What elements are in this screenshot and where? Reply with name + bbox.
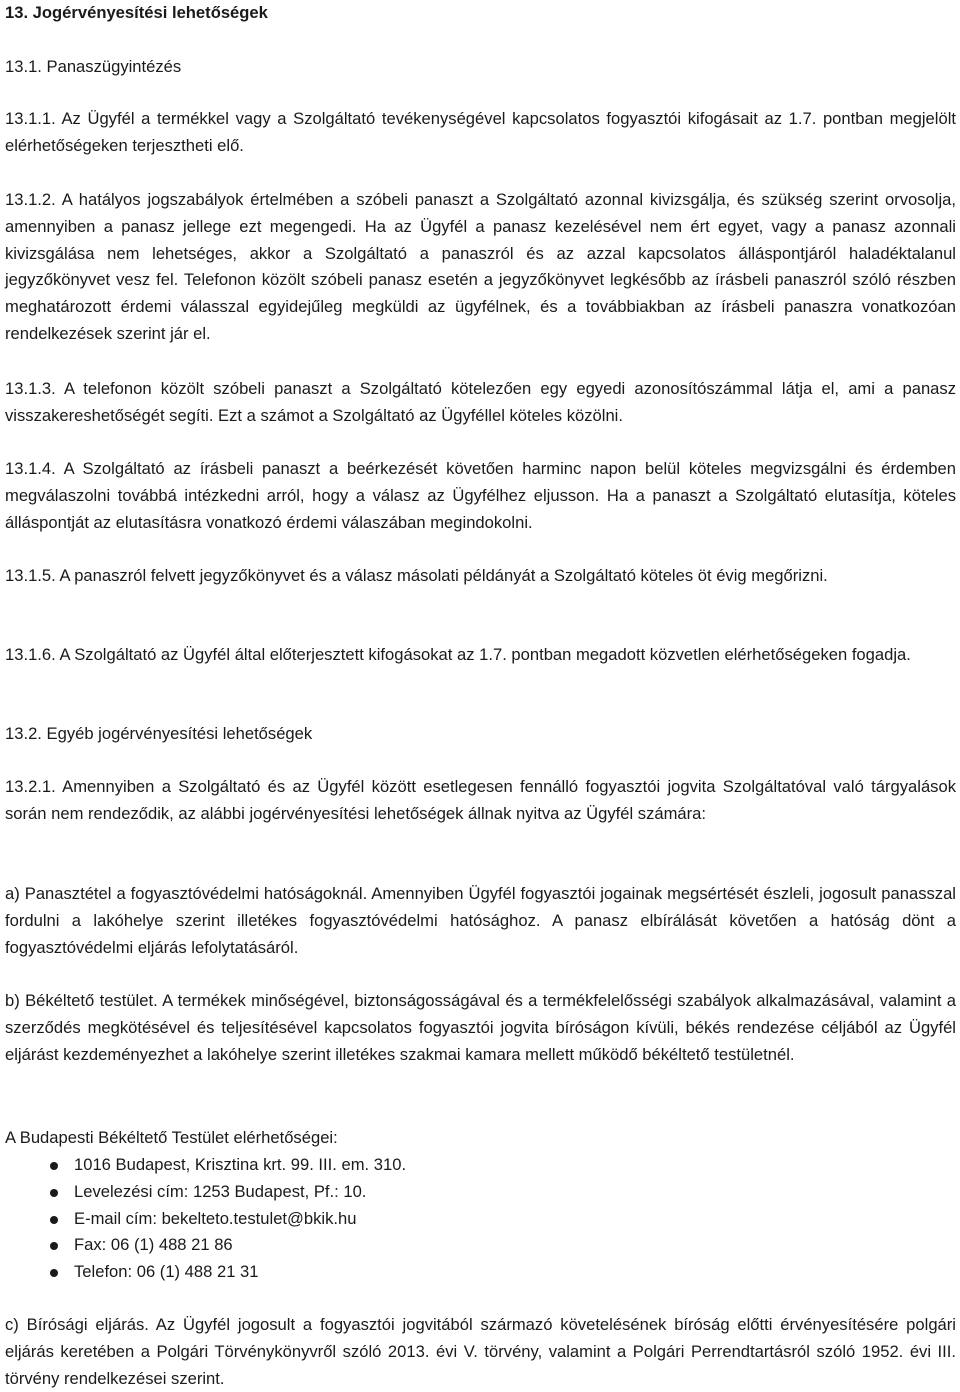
paragraph-13-1-3: 13.1.3. A telefonon közölt szóbeli panaszt a Szolgáltató kötelezően egy egyedi azonosítószámmal látja el, ami a panasz visszakereshetőségét segíti. Ezt a számot a Szolgáltató az Ügyféllel köteles közölni. xyxy=(5,379,956,425)
contact-list xyxy=(5,1152,956,1286)
bullet-icon xyxy=(50,1162,58,1170)
bullet-icon xyxy=(50,1216,58,1224)
paragraph-13-1-2: 13.1.2. A hatályos jogszabályok értelmében a szóbeli panaszt a Szolgáltató azonnal kivizsgálja, és szükség szerint orvosolja, amennyiben a panasz jellege ezt megengedi. Ha az Ügyfél a panasz kezelésével nem ért egyet, vagy a panasz azonnali kivizsgálása nem lehetséges, akkor a Szolgáltató a panaszról és az azzal kapcsolatos álláspontjáról haladéktalanul jegyzőkönyvet vesz fel. Telefonon közölt szóbeli panasz esetén a jegyzőkönyvet legkésőbb az írásbeli panaszról szóló részben meghatározott érdemi válasszal egyidejűleg megküldi az ügyfélnek, és a továbbiakban az írásbeli panaszra vonatkozóan rendelkezések szerint jár el. xyxy=(5,190,956,343)
bullet-icon xyxy=(50,1269,58,1277)
section-heading: 13. Jogérvényesítési lehetőségek xyxy=(5,3,268,22)
list-item xyxy=(5,1179,956,1206)
contact-fax: Fax: 06 (1) 488 21 86 xyxy=(74,1235,233,1255)
paragraph-option-b: b) Békéltető testület. A termékek minőségével, biztonságosságával és a termékfelelősségi szabályok alkalmazásával, valamint a szerződés megkötésével és teljesítésével kapcsolatos fogyasztói jogvita bíróságon kívüli, békés rendezése céljából az Ügyfél eljárást kezdeményezhet a lakóhelye szerint illetékes szakmai kamara mellett működő békéltető testületnél. xyxy=(5,991,956,1064)
contact-email: E-mail cím: bekelteto.testulet@bkik.hu xyxy=(74,1208,357,1228)
paragraph-13-1-5: 13.1.5. A panaszról felvett jegyzőkönyvet és a válasz másolati példányát a Szolgáltató köteles öt évig megőrizni. xyxy=(5,566,828,585)
contact-phone: Telefon: 06 (1) 488 21 31 xyxy=(74,1262,259,1282)
list-item xyxy=(5,1152,956,1179)
contact-postal: Levelezési cím: 1253 Budapest, Pf.: 10. xyxy=(74,1181,367,1201)
paragraph-13-1-6: 13.1.6. A Szolgáltató az Ügyfél által előterjesztett kifogásokat az 1.7. pontban megadott közvetlen elérhetőségeken fogadja. xyxy=(5,645,911,664)
subsection-heading-13-2: 13.2. Egyéb jogérvényesítési lehetőségek xyxy=(5,724,313,743)
bullet-icon xyxy=(50,1242,58,1250)
paragraph-option-c: c) Bírósági eljárás. Az Ügyfél jogosult a fogyasztói jogvitából származó követelésének bíróság előtti érvényesítésére polgári eljárás keretében a Polgári Törvénykönyvről szóló 2013. évi V. törvény, valamint a Polgári Perrendtartásról szóló 1952. évi III. törvény rendelkezései szerint. xyxy=(5,1315,956,1388)
list-item xyxy=(5,1259,956,1286)
paragraph-13-2-1: 13.2.1. Amennyiben a Szolgáltató és az Ügyfél között esetlegesen fennálló fogyasztói jogvita Szolgáltatóval való tárgyalások során nem rendeződik, az alábbi jogérvényesítési lehetőségek állnak nyitva az Ügyfél számára: xyxy=(5,777,956,823)
paragraph-13-1-4: 13.1.4. A Szolgáltató az írásbeli panaszt a beérkezését követően harminc napon belül köteles megvizsgálni és érdemben megválaszolni továbbá intézkedni arról, hogy a válasz az Ügyfélhez eljusson. Ha a panaszt a Szolgáltató elutasítja, köteles álláspontját az elutasításra vonatkozó érdemi válaszában megindokolni. xyxy=(5,459,956,532)
contact-intro: A Budapesti Békéltető Testület elérhetőségei: xyxy=(5,1128,338,1147)
paragraph-option-a: a) Panasztétel a fogyasztóvédelmi hatóságoknál. Amennyiben Ügyfél fogyasztói jogainak megsértését észleli, jogosult panasszal fordulni a lakóhelye szerint illetékes fogyasztóvédelmi hatósághoz. A panasz elbírálását követően a hatóság dönt a fogyasztóvédelmi eljárás lefolytatásáról. xyxy=(5,884,956,957)
subsection-heading-13-1: 13.1. Panaszügyintézés xyxy=(5,57,182,76)
list-item xyxy=(5,1206,956,1233)
paragraph-13-1-1: 13.1.1. Az Ügyfél a termékkel vagy a Szolgáltató tevékenységével kapcsolatos fogyasztói kifogásait az 1.7. pontban megjelölt elérhetőségeken terjesztheti elő. xyxy=(5,109,956,155)
list-item xyxy=(5,1232,956,1259)
contact-address: 1016 Budapest, Krisztina krt. 99. III. em. 310. xyxy=(74,1155,407,1174)
bullet-icon xyxy=(50,1189,58,1197)
